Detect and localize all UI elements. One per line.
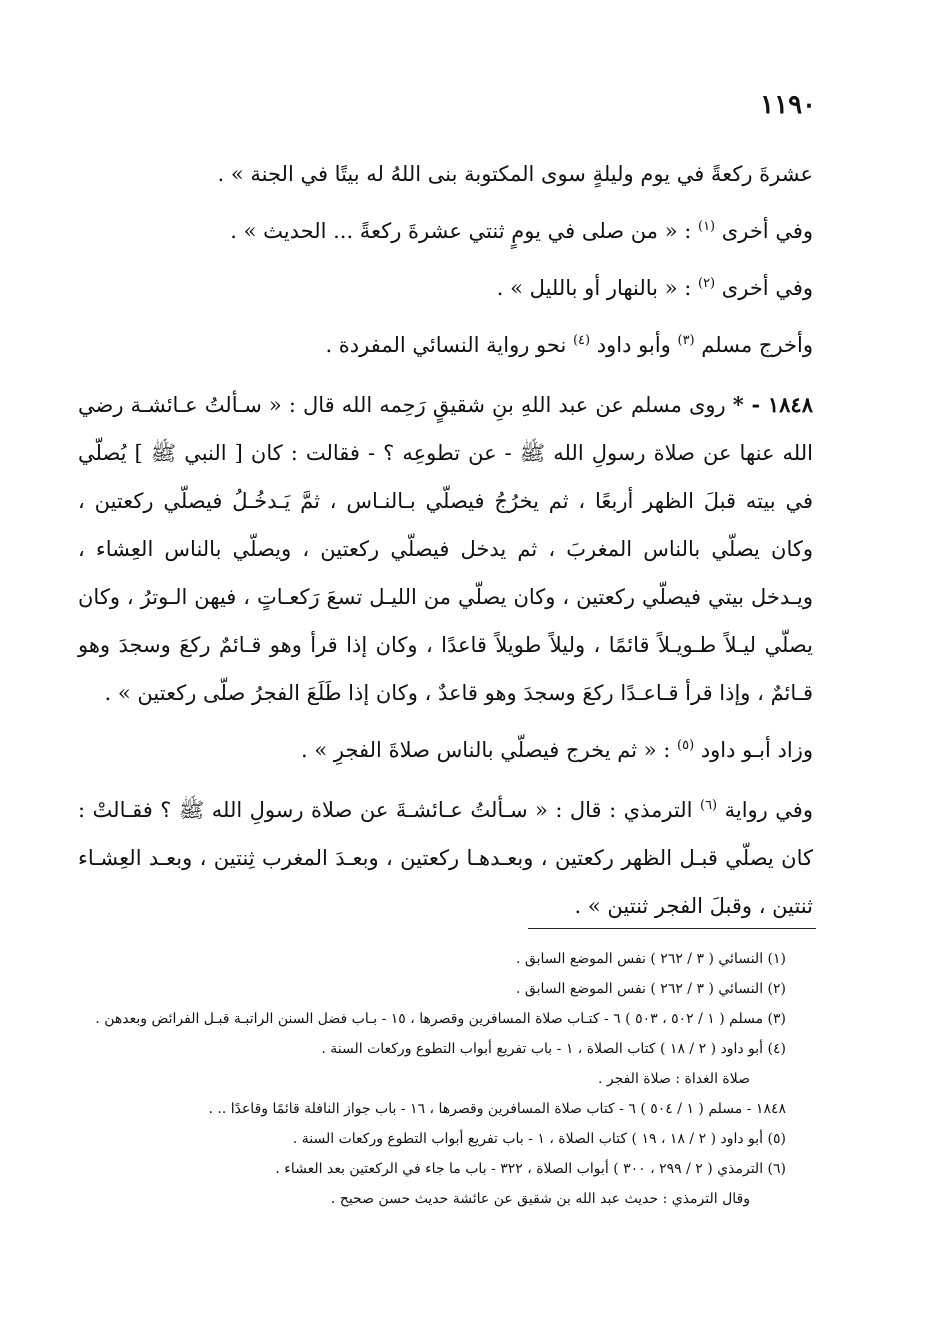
paragraph-text: الترمذي : قال : « سـألتُ عـائشـةَ عن صلاة رسولِ الله ﷺ ؟ فقـالتْ : كان يصلّي قبـل الظهر ركعتين ، وبعـدهـا ركعتين ، وبعـدَ المغرب ثِنتين ، وبعـد العِشـاء ثنتين ، وقبلَ الفجر ثنتين » . (78, 798, 813, 918)
body-paragraph (78, 264, 813, 312)
footnote: (٤) أبو داود ( ٢ / ١٨ ) كتاب الصلاة ، ١ - باب تفريع أبواب التطوع وركعات السنة . (321, 1041, 786, 1057)
footnote-continuation: وقال الترمذي : حديث عبد الله بن شقيق عن عائشة حديث حسن صحيح . (330, 1191, 750, 1207)
footnote-marker[interactable]: (٢) (697, 276, 716, 291)
footnote-continuation: صلاة الغداة : صلاة الفجر . (597, 1071, 750, 1087)
footnote: (٢) النسائي ( ٣ / ٢٦٢ ) نفس الموضع السابق . (516, 981, 786, 997)
footnote-marker[interactable]: (٣) (677, 333, 695, 348)
paragraph-text: وأخرج مسلم (694, 333, 813, 357)
main-text (78, 150, 813, 930)
body-paragraph: عشرةَ ركعةً في يوم وليلةٍ سوى المكتوبة بنى اللهُ له بيتًا في الجنة » . (217, 162, 813, 186)
footnote-marker[interactable]: (٤) (572, 333, 591, 348)
footnote: (٣) مسلم ( ١ / ٥٠٢ ، ٥٠٣ ) ٦ - كتـاب صلاة المسافرين وقصرها ، ١٥ - بـاب فضل السنن الراتبـة قبـل الفرائض وبعدهن . (95, 1011, 786, 1027)
footnote-marker[interactable]: (٥) (677, 738, 695, 753)
body-paragraph (78, 321, 813, 369)
footnote-marker[interactable]: (١) (697, 219, 716, 234)
footnote: (٥) أبو داود ( ٢ / ١٨ ، ١٩ ) كتاب الصلاة ، ١ - باب تفريع أبواب التطوع وركعات السنة . (292, 1131, 786, 1147)
paragraph-text: وزاد أبـو داود (694, 738, 813, 762)
body-paragraph (78, 726, 813, 774)
footnote-marker[interactable]: (٦) (699, 798, 718, 813)
paragraph-text: نحو رواية النسائي المفردة . (325, 333, 573, 357)
paragraph-text: : « بالنهار أو بالليل » . (496, 276, 698, 300)
paragraph-text: وفي أخرى (715, 219, 813, 243)
paragraph-text: وفي رواية (717, 798, 813, 822)
paragraph-text: : « ثم يخرج فيصلّي بالناس صلاةَ الفجرِ » . (301, 738, 677, 762)
page-number: ١١٩٠ (760, 90, 816, 120)
footnotes (78, 944, 786, 1214)
hadith-paragraph (78, 381, 813, 717)
paragraph-text: وفي أخرى (715, 276, 813, 300)
body-paragraph (78, 207, 813, 255)
footnote-divider (528, 928, 816, 929)
footnote: (٦) الترمذي ( ٢ / ٢٩٩ ، ٣٠٠ ) أبواب الصلاة ، ٣٢٢ - باب ما جاء في الركعتين بعد العشاء . (275, 1161, 786, 1177)
hadith-number: ١٨٤٨ - * (732, 392, 813, 417)
paragraph-text: وأبو داود (590, 333, 678, 357)
body-paragraph (78, 786, 813, 930)
footnote: (١) النسائي ( ٣ / ٢٦٢ ) نفس الموضع السابق . (516, 951, 786, 967)
paragraph-text: : « من صلى في يومٍ ثنتي عشرةَ ركعةً ... الحديث » . (230, 219, 698, 243)
footnote: ١٨٤٨ - مسلم ( ١ / ٥٠٤ ) ٦ - كتاب صلاة المسافرين وقصرها ، ١٦ - باب جواز النافلة قائمًا وقاعدًا .. . (208, 1101, 786, 1117)
hadith-text: روى مسلم عن عبد اللهِ بنِ شقيقٍ رَحِمه الله قال : « سـألتُ عـائشـة رضي الله عنها عن صلاة رسولِ الله ﷺ - عن تطوعِه ؟ - فقالت : كان [ النبي ﷺ ] يُصلّي في بيته قبلَ الظهر أربعًا ، ثم يخرُجُ فيصلّي بـالنـاس ، ثمَّ يَـدخُـلُ فيصلّي ركعتين ، وكان يصلّي بالناس المغربَ ، ثم يدخل فيصلّي ركعتين ، ويصلّي بالناس العِشاء ، ويـدخل بيتي فيصلّي ركعتين ، وكان يصلّي من الليـل تسعَ رَكعـاتٍ ، فيهن الـوترُ ، وكان يصلّي ليـلاً طـويـلاً قائمًا ، وليلاً طويلاً قاعدًا ، وكان إذا قرأ وهو قـائمٌ ركعَ وسجدَ وهو قـائمٌ ، وإذا قرأ قـاعـدًا ركعَ وسجدَ وهو قاعدٌ ، وكان إذا طَلَعَ الفجرُ صلّى ركعتين » . (78, 393, 813, 705)
